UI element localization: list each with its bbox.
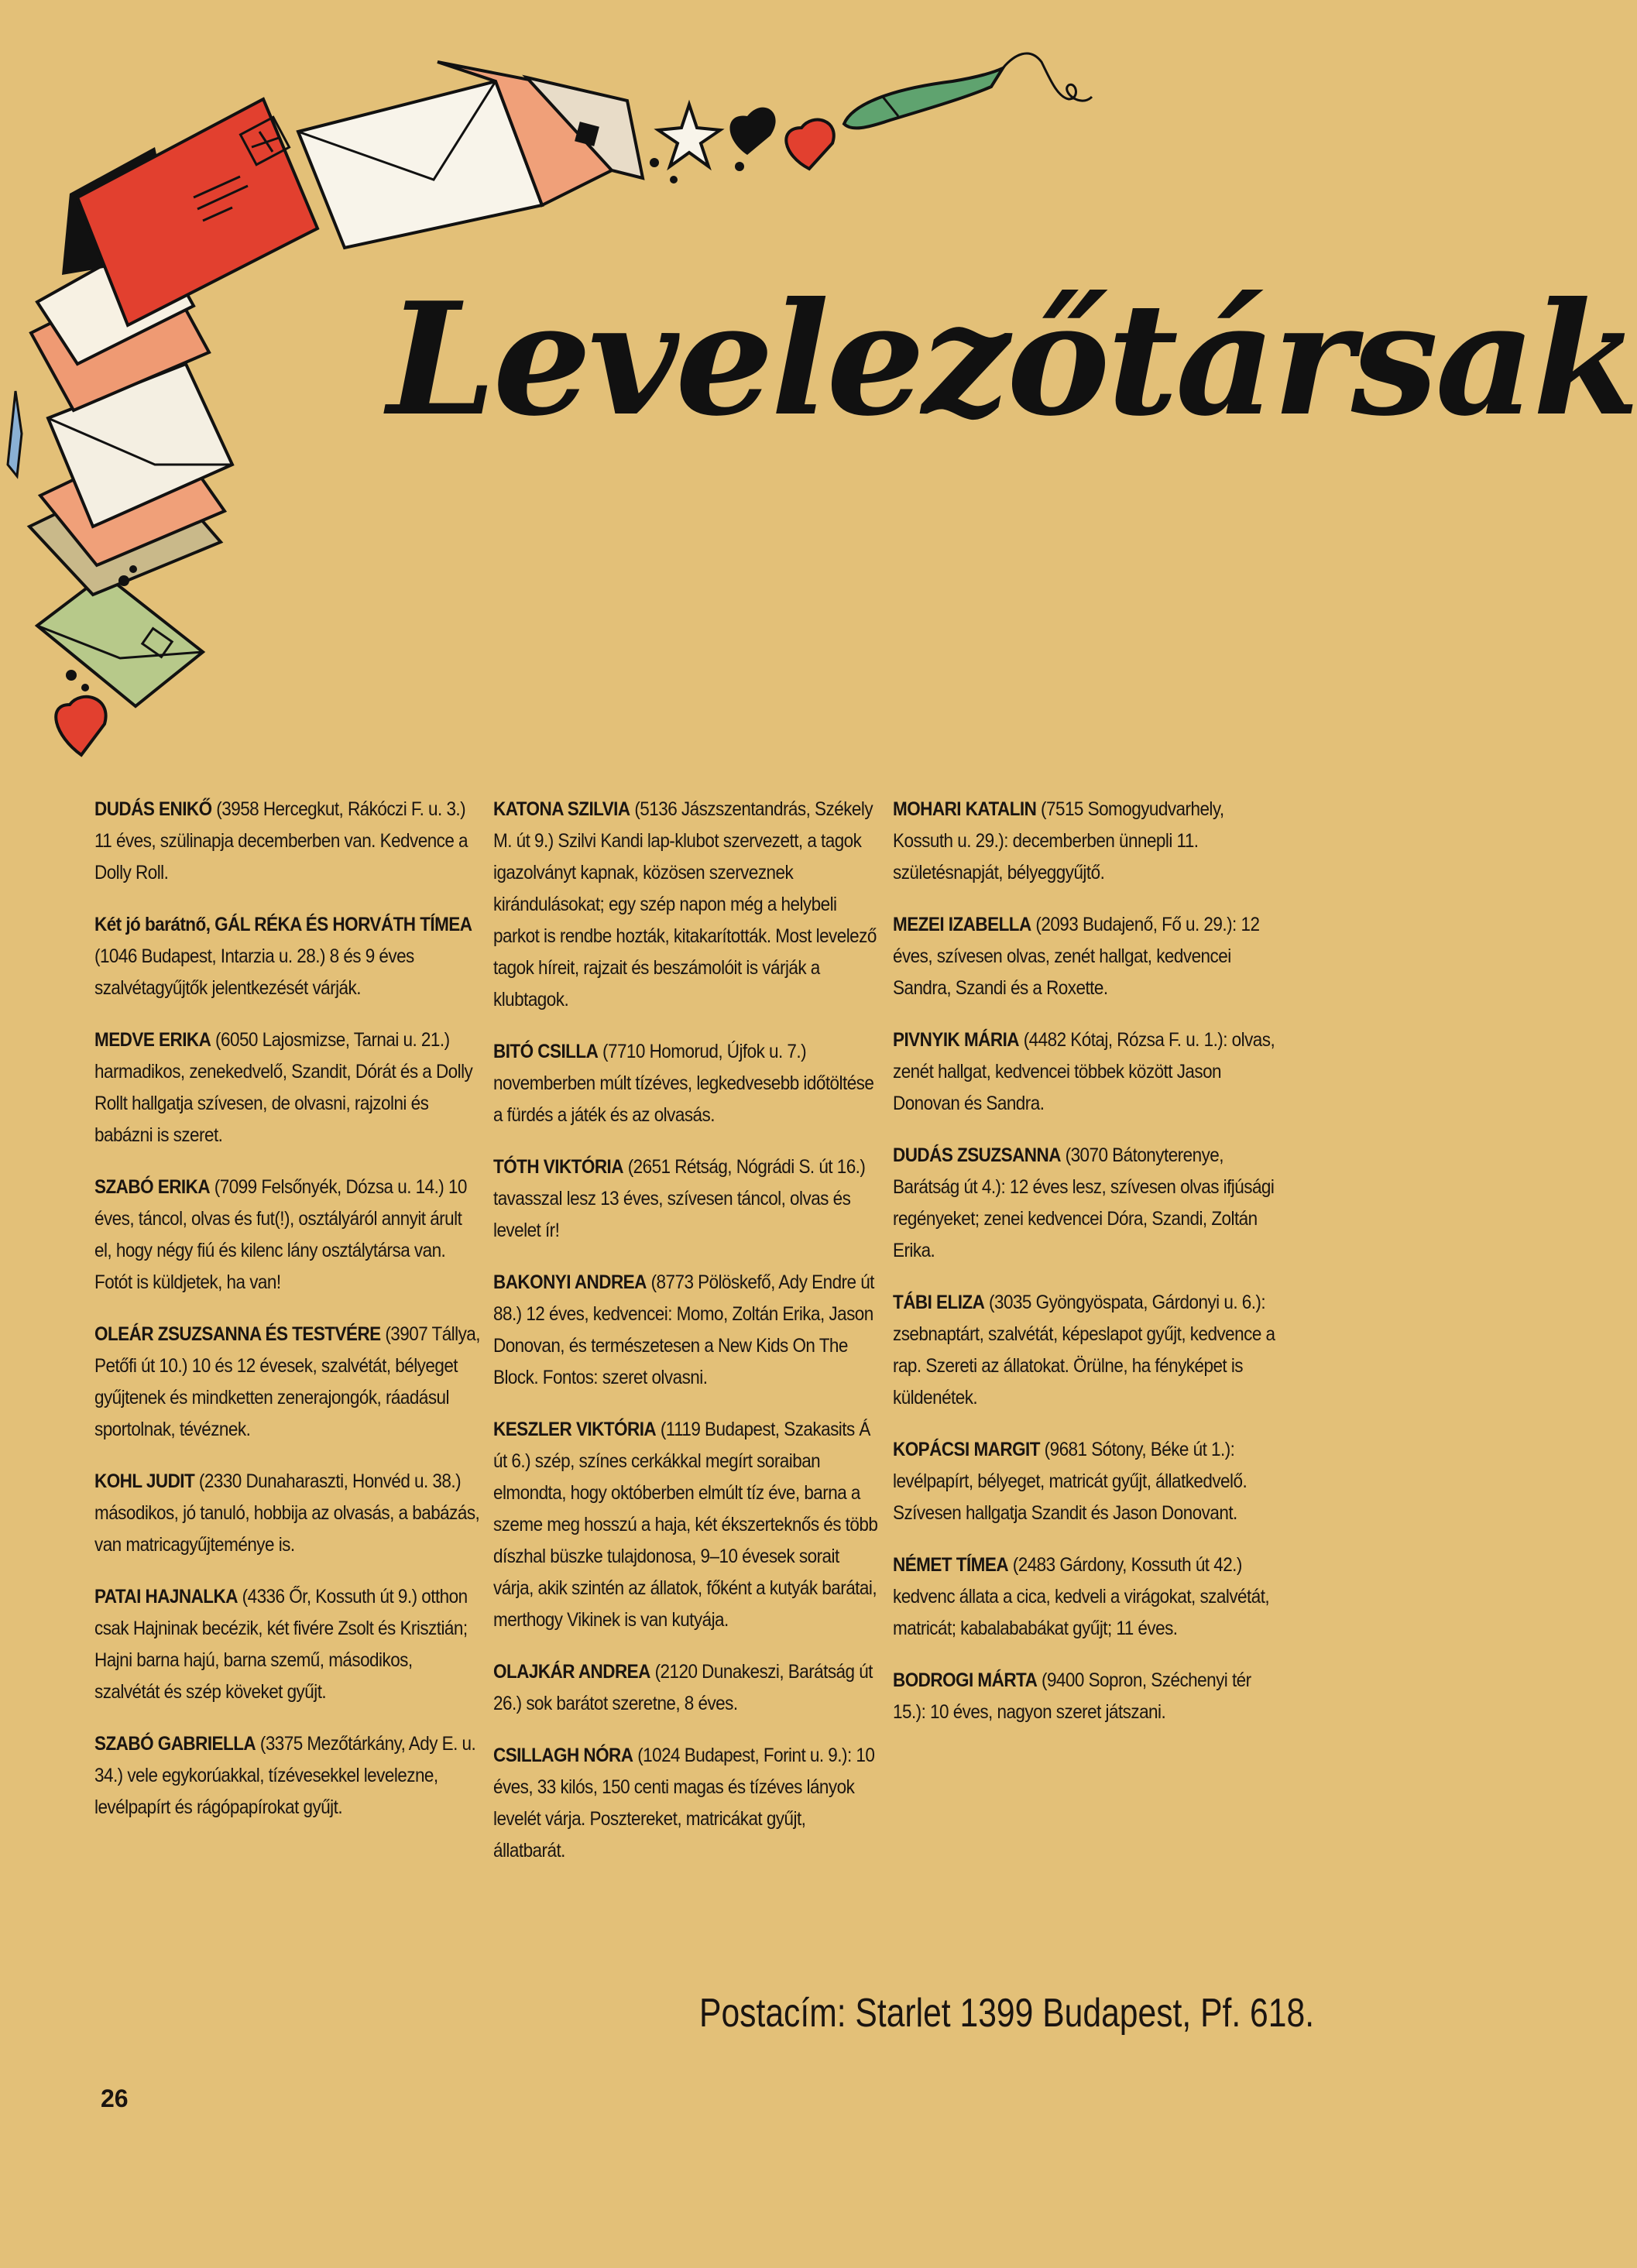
entry-name: SZABÓ GABRIELLA xyxy=(94,1733,256,1755)
entry-text: (8773 Pölöskefő, Ady Endre út 88.) 12 éves, kedvencei: Momo, Zoltán Erika, Jason Donovan, és természetesen a New Kids On The Block. Fontos: szeret olvasni. xyxy=(493,1271,874,1388)
entry-name: KATONA SZILVIA xyxy=(493,798,630,820)
entry-text: (4336 Őr, Kossuth út 9.) otthon csak Hajninak becézik, két fivére Zsolt és Krisztián; Hajni barna hajú, barna szemű, másodikos, szalvétát és szép köveket gyűjt. xyxy=(94,1586,468,1703)
entry-text: (3375 Mezőtárkány, Ady E. u. 34.) vele egykorúakkal, tízévesekkel levelezne, levélpapírt és rágópapírokat gyűjt. xyxy=(94,1733,476,1818)
entry-name: CSILLAGH NÓRA xyxy=(493,1745,633,1766)
entry-name: OLAJKÁR ANDREA xyxy=(493,1661,650,1683)
entry-text: (7710 Homorud, Újfok u. 7.) novemberben múlt tízéves, legkedvesebb időtöltése a fürdés a játék és az olvasás. xyxy=(493,1041,874,1126)
entry-name: BODROGI MÁRTA xyxy=(893,1669,1038,1691)
pen-pal-entry xyxy=(893,1287,1280,1414)
black-heart-icon xyxy=(730,108,776,171)
pen-pal-entry xyxy=(94,909,482,1004)
pen-icon xyxy=(844,53,1092,128)
pen-pal-entry xyxy=(493,794,880,1016)
pen-pal-entry xyxy=(493,1151,880,1247)
pen-pal-entry xyxy=(893,1665,1280,1728)
pen-pal-entry xyxy=(94,1728,482,1824)
entry-text: (6050 Lajosmizse, Tarnai u. 21.) harmadikos, zenekedvelő, Szandit, Dórát és a Dolly Rollt hallgatja szívesen, de olvasni, rajzolni és babázni is szeret. xyxy=(94,1029,473,1146)
envelope-stack-icon xyxy=(8,364,232,595)
entry-text: (1119 Budapest, Szakasits Á út 6.) szép, színes cerkákkal megírt soraiban elmondta, hogy októberben elmúlt tíz éve, barna a szeme meg hosszú a haja, két ékszerteknős és több díszhal büszke tulajdonosa, 9–10 évesek sorait várja, akik szintén az állatok, főként a kutyák barátai, merthogy Vikinek is van kutyája. xyxy=(493,1419,878,1631)
star-icon xyxy=(650,105,720,184)
entry-text: (3035 Gyöngyöspata, Gárdonyi u. 6.): zsebnaptárt, szalvétát, képeslapot gyűjt, kedvence a rap. Szereti az állatokat. Örülne, ha fényképet is küldenétek. xyxy=(893,1292,1275,1408)
entry-text: (9400 Sopron, Széchenyi tér 15.): 10 éves, nagyon szeret játszani. xyxy=(893,1669,1251,1723)
entry-text: (1024 Budapest, Forint u. 9.): 10 éves, 33 kilós, 150 centi magas és tízéves lányok levelét várja. Posztereket, matricákat gyűjt, állatbarát. xyxy=(493,1745,875,1861)
entry-text: (9681 Sótony, Béke út 1.): levélpapírt, bélyeget, matricát gyűjt, állatkedvelő. Szívesen hallgatja Szandit és Jason Donovant. xyxy=(893,1439,1247,1524)
entry-name: PATAI HAJNALKA xyxy=(94,1586,238,1608)
red-heart-icon xyxy=(786,120,833,169)
entry-name: Két jó barátnő, GÁL RÉKA ÉS HORVÁTH TÍMEA xyxy=(94,914,472,935)
pen-pal-entry xyxy=(94,794,482,889)
entry-name: MEDVE ERIKA xyxy=(94,1029,211,1051)
pen-pal-entry xyxy=(893,794,1280,889)
entry-name: MEZEI IZABELLA xyxy=(893,914,1031,935)
pen-pal-entry xyxy=(493,1267,880,1394)
entry-name: BAKONYI ANDREA xyxy=(493,1271,647,1293)
pen-pal-entry xyxy=(893,909,1280,1004)
pen-pal-entry xyxy=(493,1036,880,1131)
entry-name: BITÓ CSILLA xyxy=(493,1041,599,1062)
entry-text: (7515 Somogyudvarhely, Kossuth u. 29.): decemberben ünnepli 11. születésnapját, bélyeggyűjtő. xyxy=(893,798,1224,884)
page-number: 26 xyxy=(101,2084,129,2112)
entry-text: (2120 Dunakeszi, Barátság út 26.) sok barátot szeretne, 8 éves. xyxy=(493,1661,873,1714)
entry-text: (5136 Jászszentandrás, Székely M. út 9.) Szilvi Kandi lap-klubot szervezett, a tagok igazolványt kapnak, közösen szerveznek kirándulásokat; egy szép napon még a helybeli parkot is rendbe hozták, kitakarították. Most levelező tagok híreit, rajzait és beszámolóit is várják a klubtagok. xyxy=(493,798,877,1010)
entry-text: (2483 Gárdony, Kossuth út 42.) kedvenc állata a cica, kedveli a virágokat, szalvétát, matricát; kabalababákat gyűjt; 11 éves. xyxy=(893,1554,1270,1639)
entry-name: DUDÁS ENIKŐ xyxy=(94,798,212,820)
entry-text: (3958 Hercegkut, Rákóczi F. u. 3.) 11 éves, szülinapja decemberben van. Kedvence a Dolly Roll. xyxy=(94,798,468,884)
pen-pal-entry xyxy=(893,1549,1280,1645)
entry-text: (4482 Kótaj, Rózsa F. u. 1.): olvas, zenét hallgat, kedvencei többek között Jason Donovan és Sandra. xyxy=(893,1029,1275,1114)
pen-pal-entry xyxy=(94,1319,482,1446)
entry-name: DUDÁS ZSUZSANNA xyxy=(893,1144,1061,1166)
page-title: Levelezőtársak xyxy=(387,269,1637,451)
entry-name: PIVNYIK MÁRIA xyxy=(893,1029,1019,1051)
pen-pal-entry xyxy=(94,1466,482,1561)
entry-name: MOHARI KATALIN xyxy=(893,798,1037,820)
entry-text: (2093 Budajenő, Fő u. 29.): 12 éves, szívesen olvas, zenét hallgat, kedvencei Sandra, Szandi és a Roxette. xyxy=(893,914,1260,999)
entry-name: KOPÁCSI MARGIT xyxy=(893,1439,1040,1460)
entry-name: SZABÓ ERIKA xyxy=(94,1176,211,1198)
ads-column-1 xyxy=(94,794,482,1844)
entry-text: (2330 Dunaharaszti, Honvéd u. 38.) másodikos, jó tanuló, hobbija az olvasás, a babázás, van matricagyűjteménye is. xyxy=(94,1470,480,1556)
entry-name: KOHL JUDIT xyxy=(94,1470,195,1492)
pen-pal-entry xyxy=(893,1434,1280,1529)
entry-name: NÉMET TÍMEA xyxy=(893,1554,1009,1576)
pen-pal-entry xyxy=(94,1024,482,1151)
entry-name: KESZLER VIKTÓRIA xyxy=(493,1419,657,1440)
entry-text: (3907 Tállya, Petőfi út 10.) 10 és 12 évesek, szalvétát, bélyeget gyűjtenek és mindketten zenerajongók, ráadásul sportolnak, tévéznek. xyxy=(94,1323,480,1440)
entry-name: TÓTH VIKTÓRIA xyxy=(493,1156,623,1178)
ads-column-2 xyxy=(493,794,880,1887)
entry-text: (3070 Bátonyterenye, Barátság út 4.): 12 éves lesz, szívesen olvas ifjúsági regényeket; zenei kedvencei Dóra, Szandi, Zoltán Erika. xyxy=(893,1144,1275,1261)
pen-pal-entry xyxy=(493,1414,880,1636)
pen-pal-entry xyxy=(493,1656,880,1720)
postal-address: Postacím: Starlet 1399 Budapest, Pf. 618. xyxy=(699,1991,1315,2036)
green-envelope-icon xyxy=(37,575,203,706)
pen-pal-entry xyxy=(893,1140,1280,1267)
entry-text: (2651 Rétság, Nógrádi S. út 16.) tavasszal lesz 13 éves, szívesen táncol, olvas és levelet ír! xyxy=(493,1156,866,1241)
pen-pal-entry xyxy=(493,1740,880,1867)
pen-pal-entry xyxy=(893,1024,1280,1120)
pen-pal-entry xyxy=(94,1172,482,1299)
entry-name: TÁBI ELIZA xyxy=(893,1292,985,1313)
entry-text: (1046 Budapest, Intarzia u. 28.) 8 és 9 éves szalvétagyűjtők jelentkezését várják. xyxy=(94,945,414,999)
entry-name: OLEÁR ZSUZSANNA ÉS TESTVÉRE xyxy=(94,1323,381,1345)
pen-pal-entry xyxy=(94,1581,482,1708)
entry-text: (7099 Felsőnyék, Dózsa u. 14.) 10 éves, táncol, olvas és fut(!), osztályáról annyit árult el, hogy négy fiú és kilenc lány osztálytársa van. Fotót is küldjetek, ha van! xyxy=(94,1176,467,1293)
ads-column-3 xyxy=(893,794,1280,1748)
